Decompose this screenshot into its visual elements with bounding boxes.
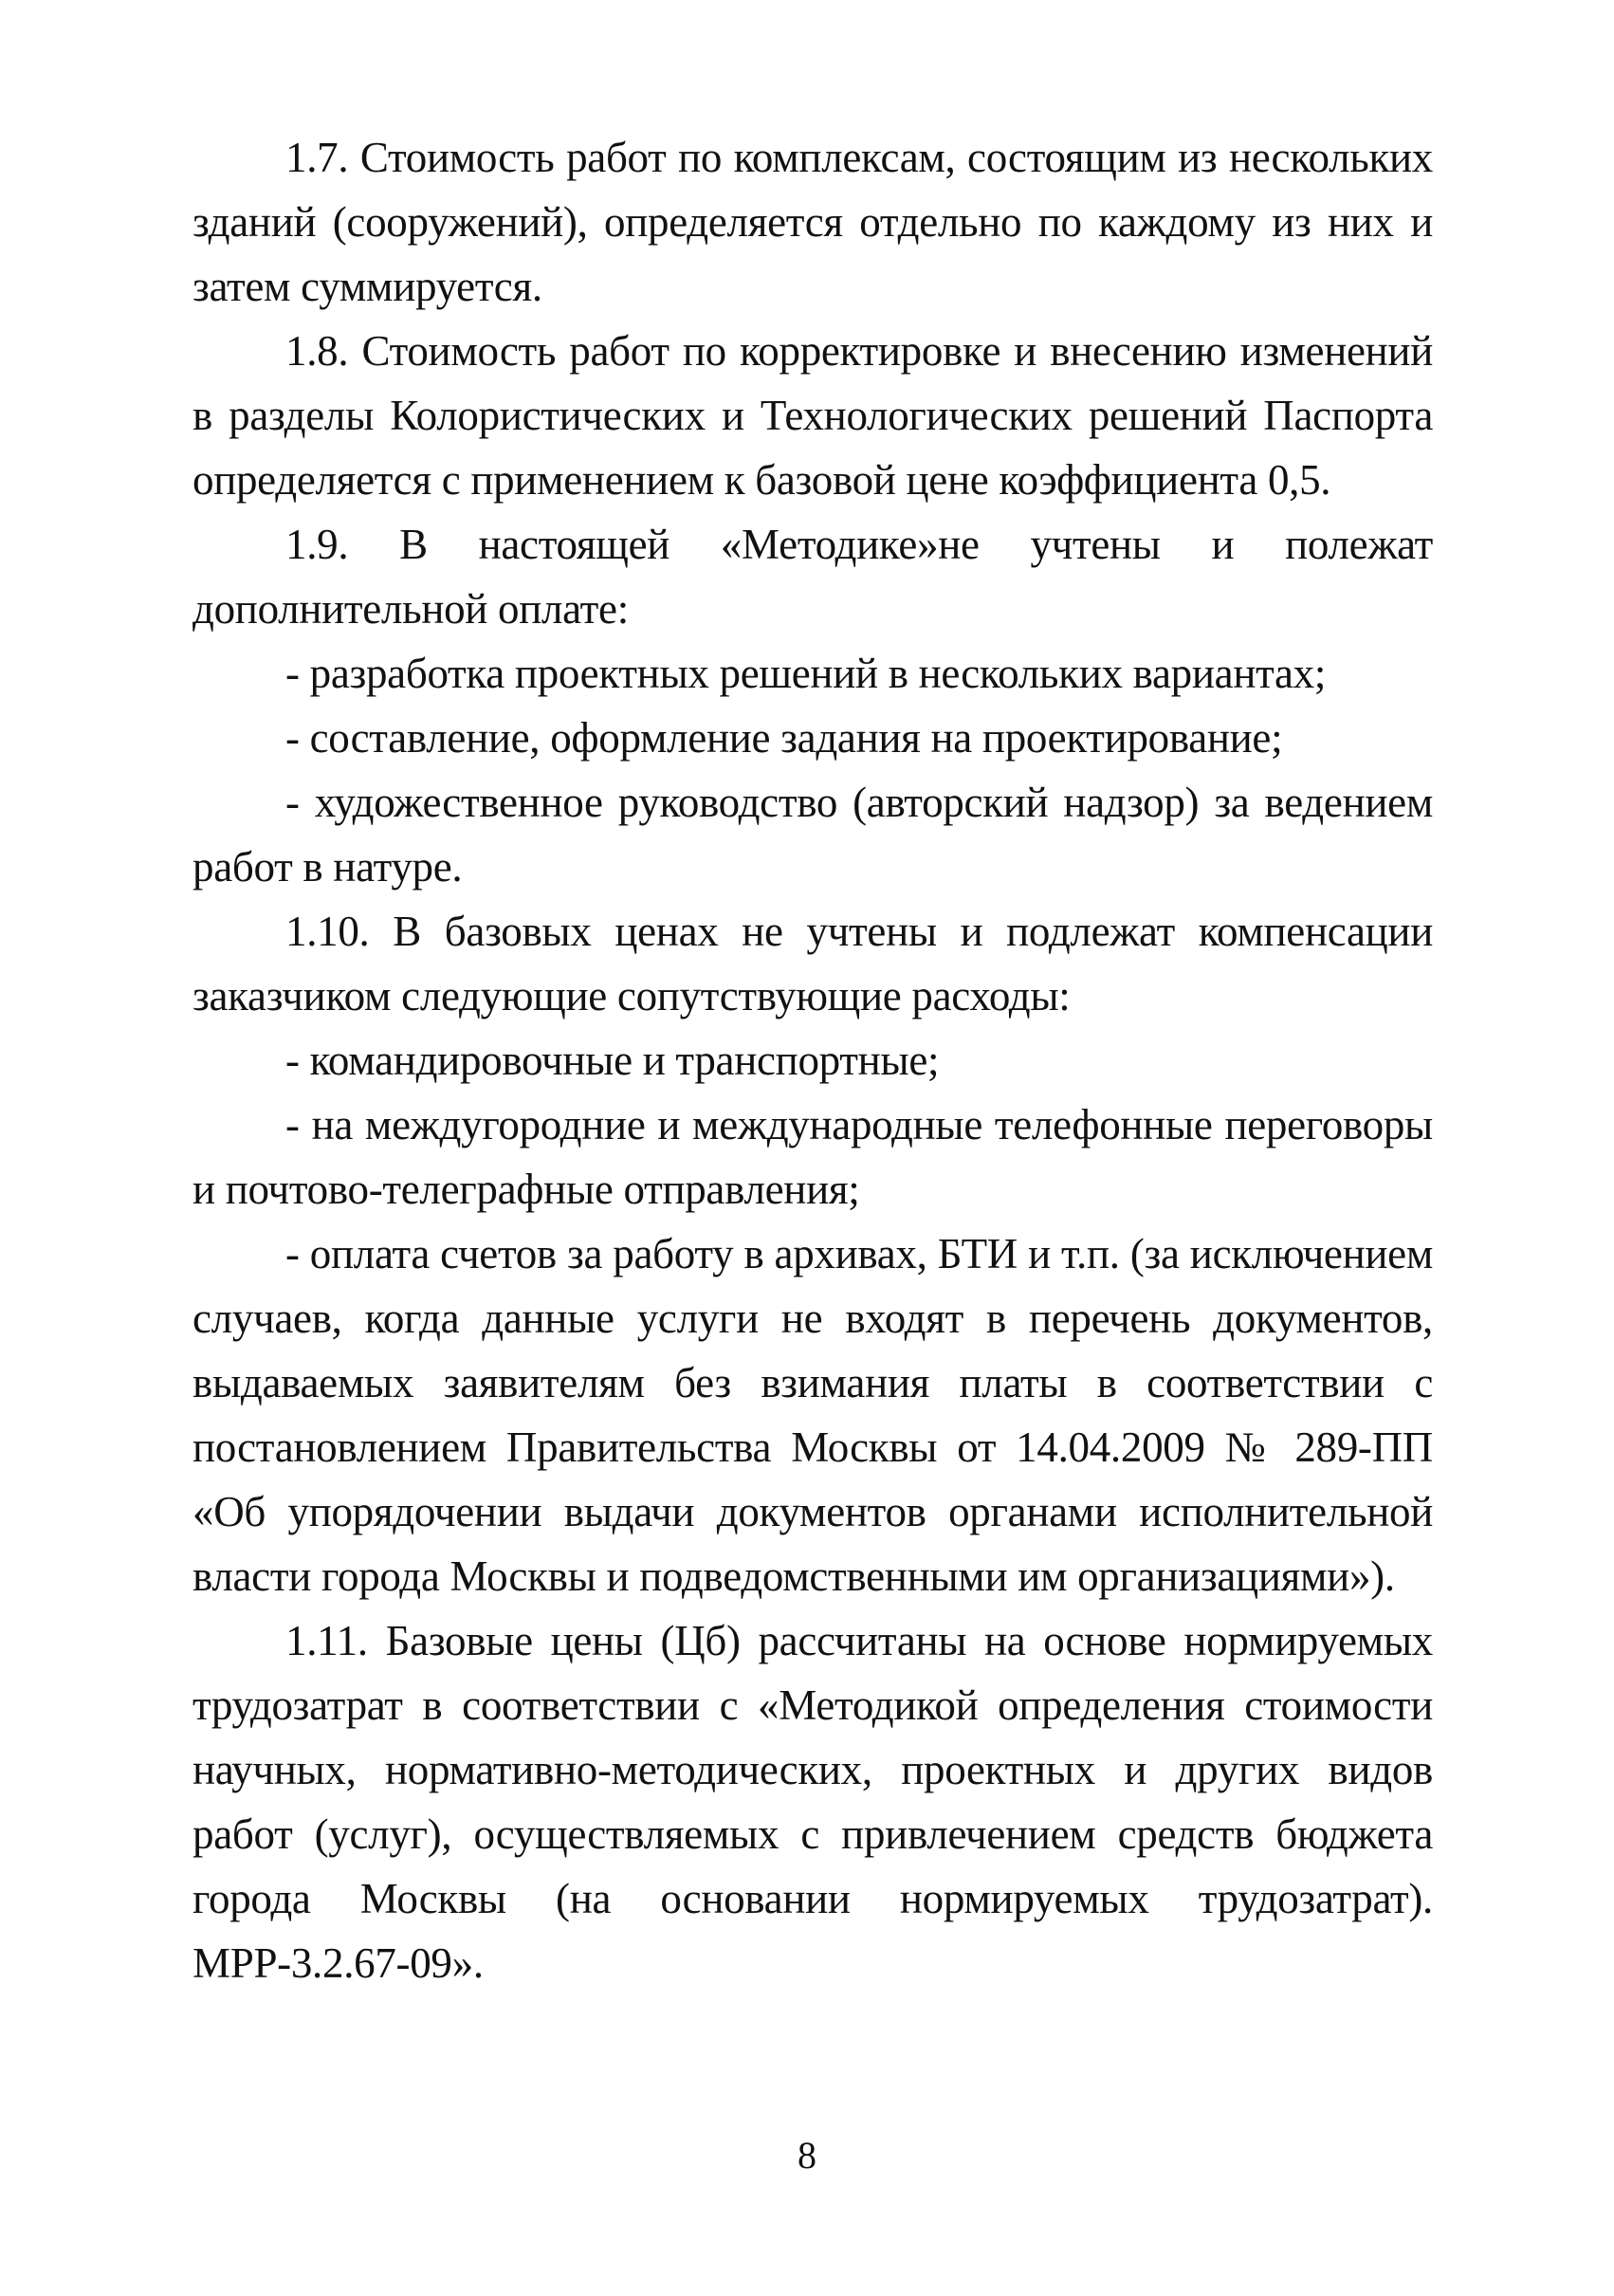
list-item-1-10-b: - на междугородние и международные телефонные переговоры и почтово-телеграфные отправления; bbox=[193, 1101, 1433, 1213]
list-item-1-9-b: - составление, оформление задания на проектирование; bbox=[285, 714, 1283, 762]
document-body bbox=[193, 125, 1433, 1995]
paragraph-1-11: 1.11. Базовые цены (Цб) рассчитаны на основе нормируемых трудозатрат в соответствии с «Методикой определения стоимости научных, нормативно-методических, проектных и других видов работ (услуг), осуществляемых с привлечением средств бюджета города Москвы (на основании нормируемых трудозатрат). МРР-3.2.67-09». bbox=[193, 1617, 1433, 1987]
paragraph-1-9: 1.9. В настоящей «Методике»не учтены и полежат дополнительной оплате: bbox=[193, 521, 1433, 633]
page-number: 8 bbox=[798, 2134, 816, 2177]
paragraph-1-10: 1.10. В базовых ценах не учтены и подлежат компенсации заказчиком следующие сопутствующие расходы: bbox=[193, 908, 1433, 1019]
list-item-1-9-a: - разработка проектных решений в нескольких вариантах; bbox=[285, 650, 1327, 697]
list-item-1-9-c: - художественное руководство (авторский надзор) за ведением работ в натуре. bbox=[193, 779, 1433, 891]
list-item-1-10-a: - командировочные и транспортные; bbox=[285, 1037, 940, 1084]
paragraph-1-8: 1.8. Стоимость работ по корректировке и внесению изменений в разделы Колористических и Технологических решений Паспорта определяется с применением к базовой цене коэффициента 0,5. bbox=[193, 327, 1433, 504]
list-item-1-10-c: - оплата счетов за работу в архивах, БТИ и т.п. (за исключением случаев, когда данные услуги не входят в перечень документов, выдаваемых заявителям без взимания платы в соответствии с постановлением Правительства Москвы от 14.04.2009 № 289-ПП «Об упорядочении выдачи документов органами исполнительной власти города Москвы и подведомственными им организациями»). bbox=[193, 1230, 1433, 1600]
paragraph-1-7: 1.7. Стоимость работ по комплексам, состоящим из нескольких зданий (сооружений), определяется отдельно по каждому из них и затем суммируется. bbox=[193, 134, 1433, 310]
